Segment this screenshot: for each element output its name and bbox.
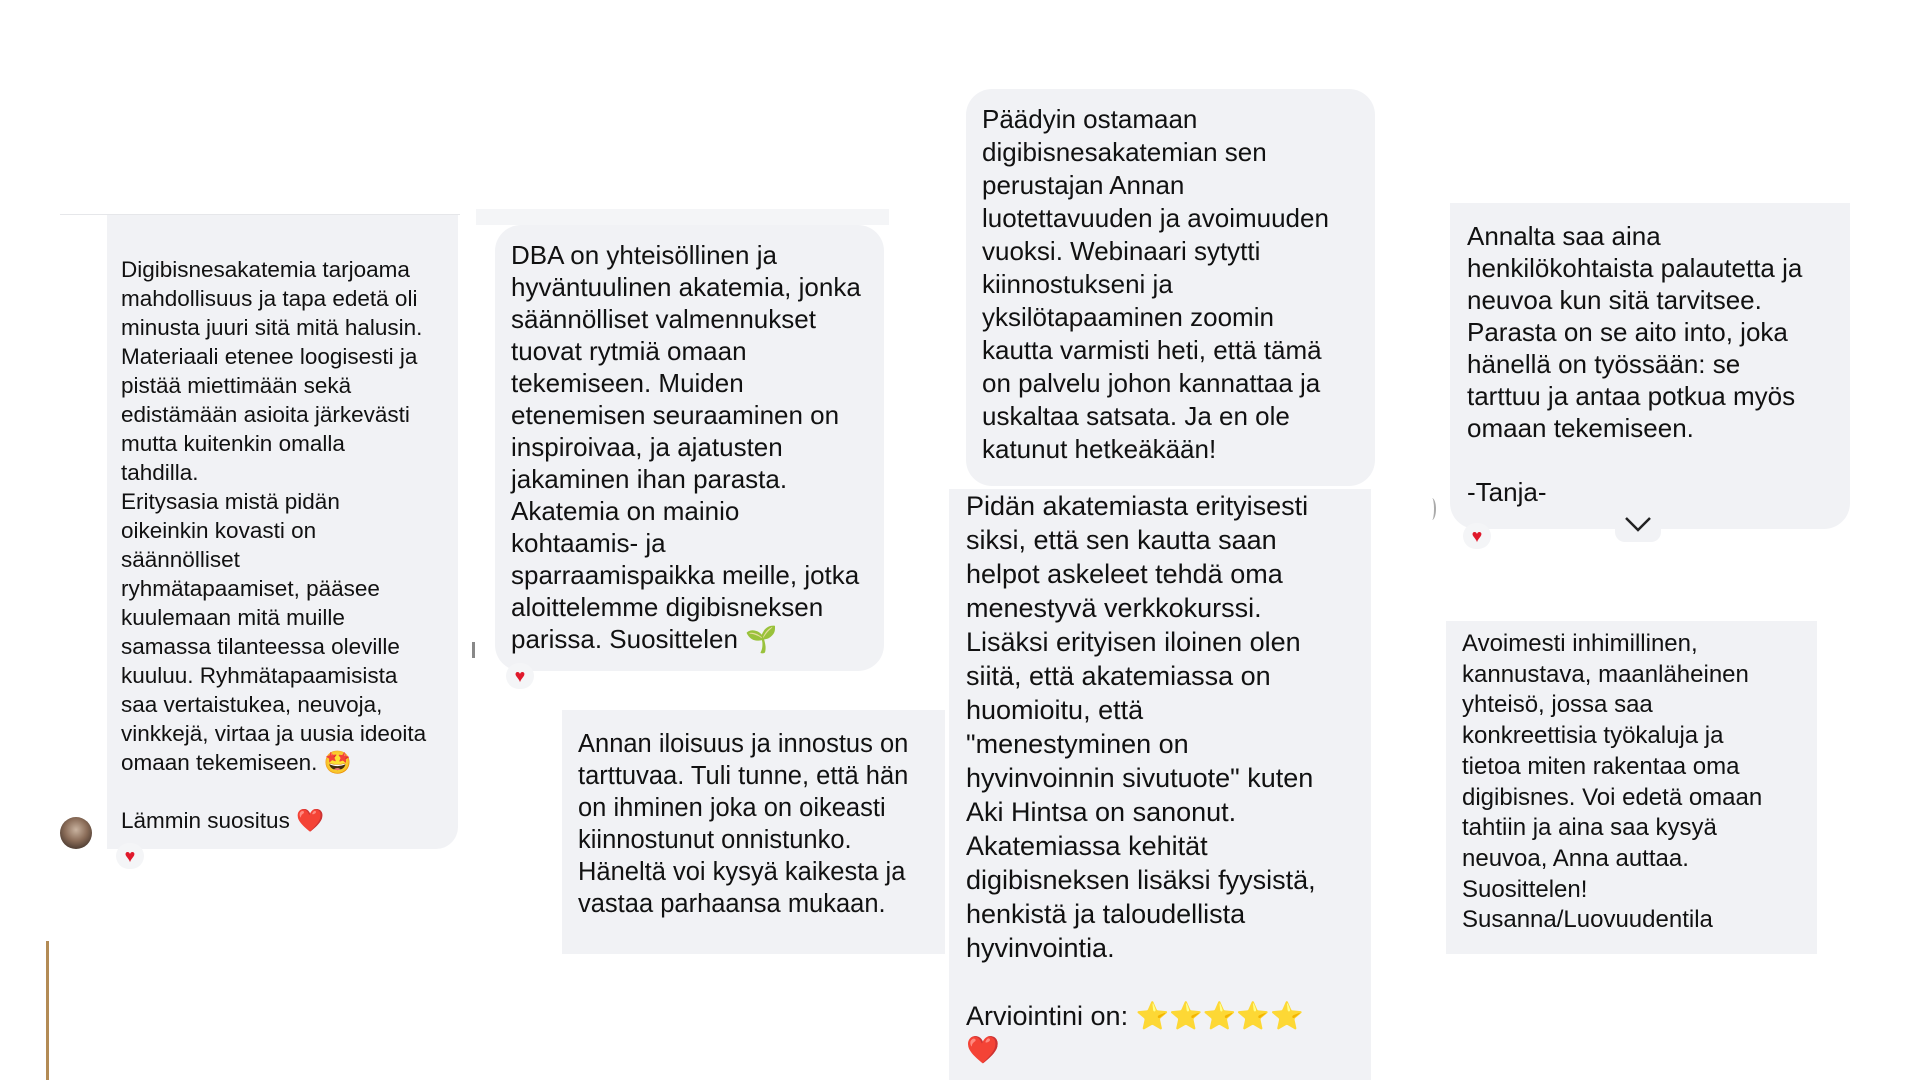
review-text-line: menestyvä verkkokurssi.: [966, 593, 1262, 623]
review-text-line: digibisneksen lisäksi fyysistä,: [966, 865, 1316, 895]
review-text-line: helpot askeleet tehdä oma: [966, 559, 1283, 589]
review-text-line: mutta kuitenkin omalla: [121, 431, 345, 456]
review-text-line: kiinnostukseni ja: [982, 269, 1173, 299]
review-text-line: -Tanja-: [1467, 477, 1547, 507]
review-text-line: sparraamispaikka meille, jotka: [511, 560, 860, 590]
review-text-line: hyväntuulinen akatemia, jonka: [511, 272, 861, 302]
review-text-line: Eritysasia mistä pidän: [121, 489, 340, 514]
review-text-line: Lämmin suositus ❤️: [121, 808, 325, 833]
review-text-line: hyvinvointia.: [966, 933, 1115, 963]
review-text-line: oikeinkin kovasti on: [121, 518, 317, 543]
review-text-line: vastaa parhaansa mukaan.: [578, 890, 886, 918]
review-text-line: minusta juuri sitä mitä halusin.: [121, 315, 423, 340]
avatar[interactable]: [60, 817, 92, 849]
review-text-line: tahtiin ja aina saa kysyä: [1462, 814, 1717, 842]
review-text-line: etenemisen seuraaminen on: [511, 400, 840, 430]
review-text-line: Arviointini on: ⭐⭐⭐⭐⭐: [966, 1001, 1304, 1031]
review-text-line: Materiaali etenee loogisesti ja: [121, 344, 418, 369]
review-bubble-4: [966, 89, 1375, 486]
review-text-line: "menestyminen on: [966, 729, 1189, 759]
review-text-line: tahdilla.: [121, 460, 199, 485]
review-text-line: aloittelemme digibisneksen: [511, 592, 824, 622]
review-text-line: pistää miettimään sekä: [121, 373, 352, 398]
review-text-line: kannustava, maanläheinen: [1462, 660, 1749, 688]
review-text-line: saa vertaistukea, neuvoja,: [121, 692, 383, 717]
review-text-line: Annan iloisuus ja innostus on: [578, 730, 909, 758]
review-bubble-3: [562, 710, 945, 954]
review-text-line: vinkkejä, virtaa ja uusia ideoita: [121, 721, 427, 746]
review-text-line: [1467, 444, 1850, 476]
review-text-line: digibisnes. Voi edetä omaan: [1462, 783, 1763, 811]
review-text-line: parissa. Suosittelen 🌱: [511, 624, 778, 654]
review-text-line: inspiroivaa, ja ajatusten: [511, 432, 783, 462]
review-text-line: henkilökohtaista palautetta ja: [1467, 253, 1803, 283]
review-text-line: Parasta on se aito into, joka: [1467, 317, 1788, 347]
review-bubble-5: [949, 489, 1371, 1080]
review-text-line: ❤️: [966, 1035, 1000, 1065]
review-text-line: samassa tilanteessa oleville: [121, 634, 400, 659]
review-text-line: neuvoa, Anna auttaa.: [1462, 844, 1689, 872]
review-text-line: omaan tekemiseen.: [1467, 413, 1694, 443]
review-text-line: [966, 965, 1371, 999]
review-text-line: neuvoa kun sitä tarvitsee.: [1467, 285, 1762, 315]
review-text-line: edistämään asioita järkevästi: [121, 402, 410, 427]
review-text-line: tuovat rytmiä omaan: [511, 336, 747, 366]
review-text-line: yksilötapaaminen zoomin: [982, 302, 1274, 332]
review-text-line: säännölliset valmennukset: [511, 304, 816, 334]
review-text-line: jakaminen ihan parasta.: [511, 464, 788, 494]
review-text-line: Häneltä voi kysyä kaikesta ja: [578, 858, 906, 886]
scroll-mark: [472, 642, 475, 658]
review-bubble-6: [1450, 203, 1850, 529]
review-text-line: mahdollisuus ja tapa edetä oli: [121, 286, 418, 311]
review-text-line: kuulemaan mitä muille: [121, 605, 345, 630]
review-text-line: digibisnesakatemian sen: [982, 137, 1267, 167]
scroll-mark: [1428, 498, 1436, 520]
review-text-line: DBA on yhteisöllinen ja: [511, 240, 777, 270]
review-text-line: [121, 777, 458, 806]
review-text-line: vuoksi. Webinaari sytytti: [982, 236, 1261, 266]
review-text-line: tarttuu ja antaa potkua myös: [1467, 381, 1796, 411]
heart-reaction-icon[interactable]: ♥: [1463, 523, 1491, 549]
review-text-line: Akatemiassa kehität: [966, 831, 1208, 861]
review-text-line: perustajan Annan: [982, 170, 1185, 200]
review-text-line: hänellä on työssään: se: [1467, 349, 1741, 379]
review-text-line: uskaltaa satsata. Ja en ole: [982, 401, 1290, 431]
review-text-line: ryhmätapaamiset, pääsee: [121, 576, 380, 601]
review-text-line: huomioitu, että: [966, 695, 1144, 725]
review-text-line: Aki Hintsa on sanonut.: [966, 797, 1237, 827]
review-text-line: Suosittelen!: [1462, 875, 1588, 903]
heart-reaction-icon[interactable]: ♥: [116, 843, 144, 869]
review-text-line: Päädyin ostamaan: [982, 104, 1198, 134]
heart-reaction-icon[interactable]: ♥: [506, 663, 534, 689]
review-text-line: tarttuvaa. Tuli tunne, että hän: [578, 762, 909, 790]
review-text-line: Annalta saa aina: [1467, 221, 1661, 251]
review-text-line: omaan tekemiseen. 🤩: [121, 750, 352, 775]
review-text-line: siitä, että akatemiassa on: [966, 661, 1271, 691]
review-text-line: Pidän akatemiasta erityisesti: [966, 491, 1309, 521]
review-text-line: henkistä ja taloudellista: [966, 899, 1246, 929]
review-text-line: hyvinvoinnin sivutuote" kuten: [966, 763, 1314, 793]
review-text-line: tietoa miten rakentaa oma: [1462, 752, 1740, 780]
accent-line: [46, 941, 49, 1080]
bubble-strip: [476, 209, 889, 225]
review-text-line: Lisäksi erityisen iloinen olen: [966, 627, 1301, 657]
review-text-line: on palvelu johon kannattaa ja: [982, 368, 1321, 398]
review-bubble-2: [495, 225, 884, 671]
review-bubble-1: [107, 215, 458, 849]
review-text-line: kiinnostunut onnistunko.: [578, 826, 852, 854]
chevron-down-icon[interactable]: [1615, 512, 1661, 542]
review-text-line: säännölliset: [121, 547, 240, 572]
review-text-line: konkreettisia työkaluja ja: [1462, 722, 1724, 750]
review-text-line: kautta varmisti heti, että tämä: [982, 335, 1322, 365]
review-text-line: Avoimesti inhimillinen,: [1462, 630, 1698, 657]
review-text-line: Akatemia on mainio: [511, 496, 740, 526]
review-bubble-7: [1446, 621, 1817, 954]
review-text-line: yhteisö, jossa saa: [1462, 691, 1653, 719]
review-text-line: Susanna/Luovuudentila: [1462, 906, 1713, 934]
review-text-line: kuuluu. Ryhmätapaamisista: [121, 663, 398, 688]
review-text-line: on ihminen joka on oikeasti: [578, 794, 886, 822]
review-text-line: siksi, että sen kautta saan: [966, 525, 1277, 555]
review-text-line: luotettavuuden ja avoimuuden: [982, 203, 1329, 233]
review-text-line: kohtaamis- ja: [511, 528, 666, 558]
review-text-line: Digibisnesakatemia tarjoama: [121, 257, 410, 282]
review-text-line: tekemiseen. Muiden: [511, 368, 744, 398]
review-text-line: katunut hetkeäkään!: [982, 434, 1217, 464]
